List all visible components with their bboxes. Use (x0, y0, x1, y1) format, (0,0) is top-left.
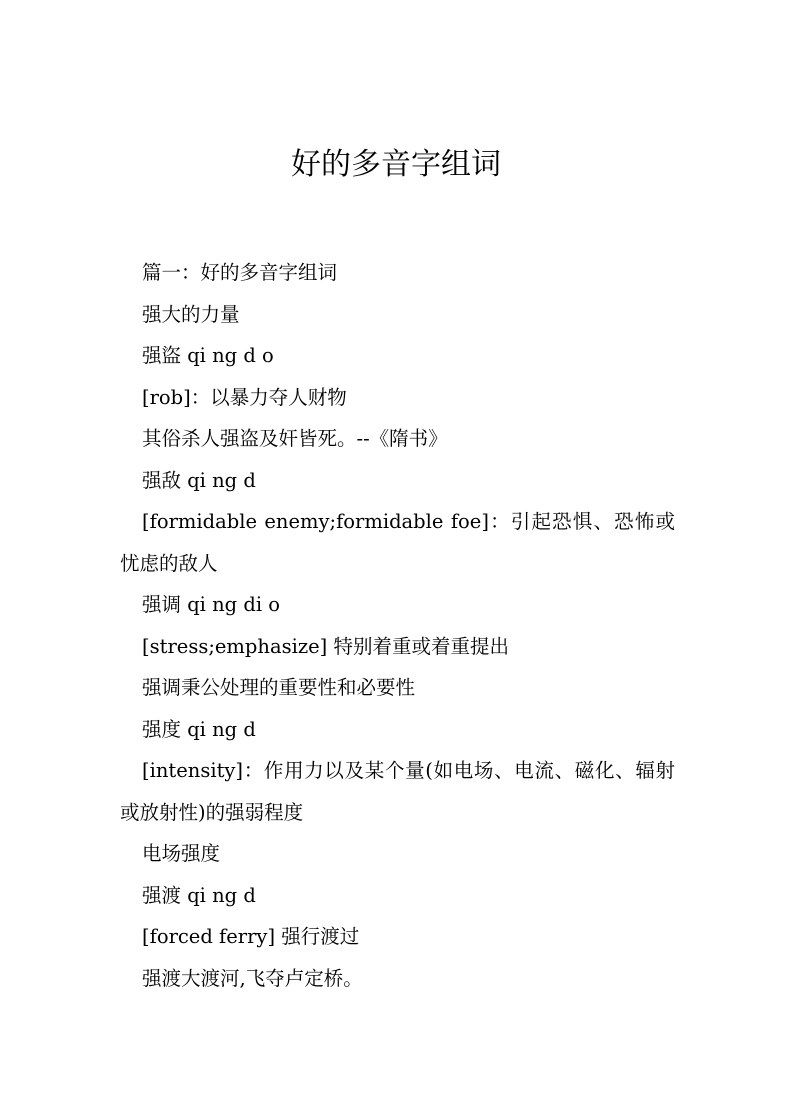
paragraph: 篇一：好的多音字组词 (142, 261, 338, 284)
paragraph: 强度 qi ng d (142, 717, 256, 741)
paragraph: 强敌 qi ng d (142, 468, 256, 492)
paragraph: 其俗杀人强盗及奸皆死。--《隋书》 (142, 427, 448, 450)
paragraph: [rob]：以暴力夺人财物 (142, 385, 347, 409)
paragraph: 强大的力量 (142, 302, 240, 326)
paragraph: [forced ferry] 强行渡过 (142, 925, 360, 948)
paragraph: 强调 qi ng di o (142, 593, 281, 616)
paragraph: 强渡 qi ng d (142, 883, 256, 907)
paragraph: 电场强度 (142, 842, 221, 865)
document-title: 好的多音字组词 (291, 147, 501, 182)
paragraph: 强盜 qi ng d o (142, 344, 274, 367)
paragraph: [formidable enemy;formidable foe]：引起恐惧、恐怖或忧虑的敌人 (120, 510, 675, 575)
document-body (120, 252, 675, 999)
paragraph: 强调秉公处理的重要性和必要性 (142, 676, 416, 699)
paragraph: [stress;emphasize] 特别着重或着重提出 (142, 634, 509, 658)
paragraph: [intensity]：作用力以及某个量(如电场、电流、磁化、辐射或放射性)的强弱程度 (120, 759, 675, 824)
paragraph: 强渡大渡河,飞夺卢定桥。 (142, 966, 363, 990)
